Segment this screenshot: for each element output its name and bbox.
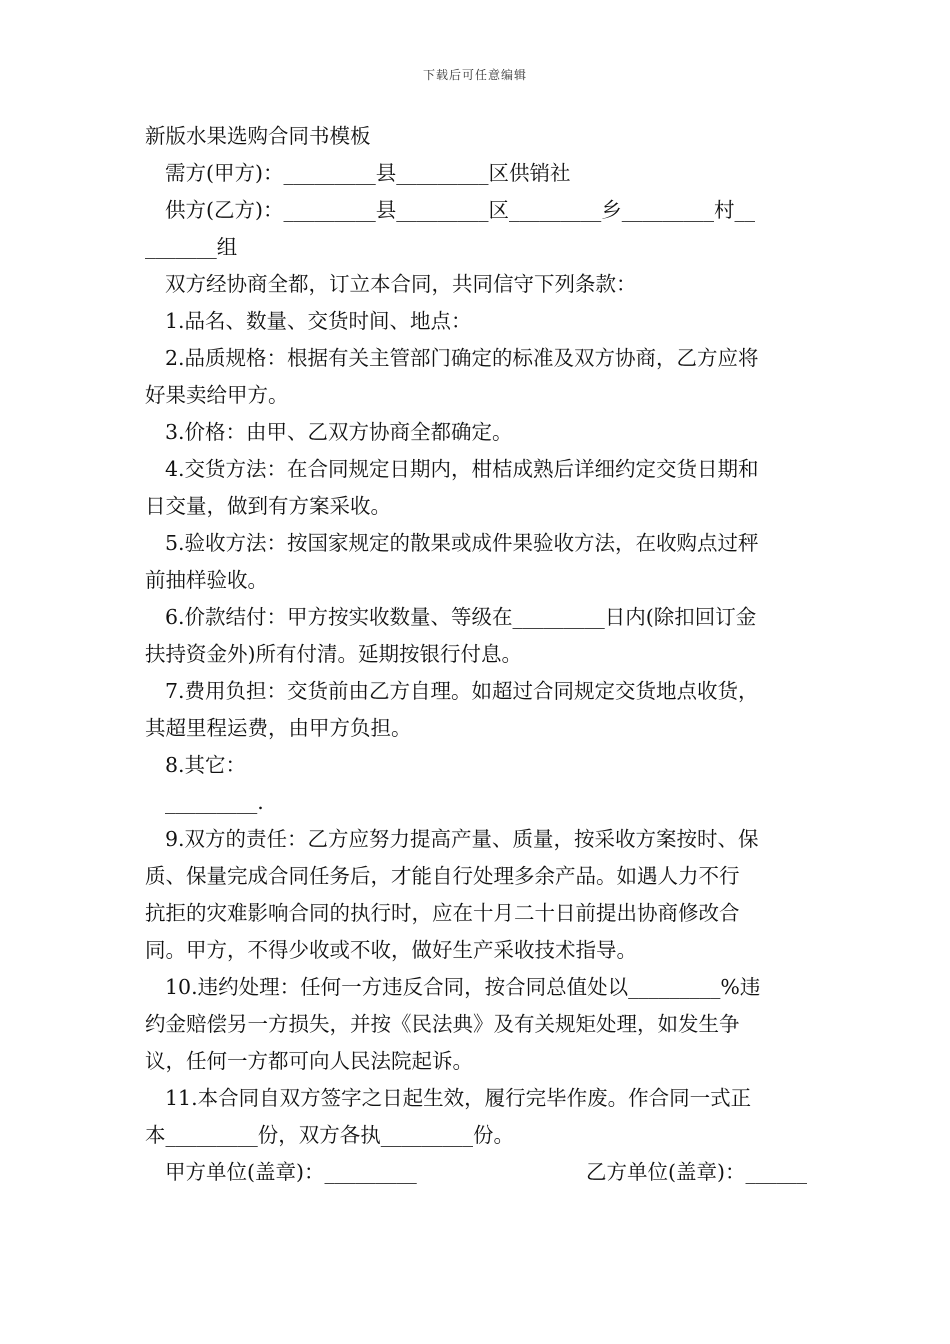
intro-line: 双方经协商全都，订立本合同，共同信守下列条款： bbox=[165, 272, 637, 296]
clause-10: 10.违约处理：任何一方违反合同，按合同总值处以_________%违 bbox=[165, 975, 761, 999]
header-note: 下载后可任意编辑 bbox=[422, 68, 527, 82]
clause-10-cont-2: 议，任何一方都可向人民法院起诉。 bbox=[145, 1049, 473, 1073]
clause-6: 6.价款结付：甲方按实收数量、等级在_________日内(除扣回订金 bbox=[165, 605, 757, 629]
clause-9: 9.双方的责任：乙方应努力提高产量、质量，按采收方案按时、保 bbox=[165, 827, 759, 851]
party-a-line: 需方(甲方)：_________县_________区供销社 bbox=[165, 161, 571, 185]
party-b-line-cont: _______组 bbox=[145, 235, 238, 259]
clause-4-cont: 日交量，做到有方案采收。 bbox=[145, 494, 391, 518]
clause-6-cont: 扶持资金外)所有付清。延期按银行付息。 bbox=[145, 642, 522, 666]
document-title: 新版水果选购合同书模板 bbox=[145, 124, 371, 148]
party-a-signature: 甲方单位(盖章)：_________ bbox=[165, 1160, 417, 1184]
clause-9-cont-1: 质、保量完成合同任务后，才能自行处理多余产品。如遇人力不行 bbox=[145, 864, 740, 888]
party-b-signature: 乙方单位(盖章)：______ bbox=[586, 1160, 807, 1184]
clause-4: 4.交货方法：在合同规定日期内，柑桔成熟后详细约定交货日期和 bbox=[165, 457, 759, 481]
clause-3: 3.价格：由甲、乙双方协商全都确定。 bbox=[165, 420, 513, 444]
clause-7-cont: 其超里程运费，由甲方负担。 bbox=[145, 716, 412, 740]
clause-5: 5.验收方法：按国家规定的散果或成件果验收方法，在收购点过秤 bbox=[165, 531, 759, 555]
clause-2: 2.品质规格：根据有关主管部门确定的标准及双方协商，乙方应将 bbox=[165, 346, 759, 370]
clause-11-cont: 本_________份，双方各执_________份。 bbox=[145, 1123, 514, 1147]
party-b-line: 供方(乙方)：_________县_________区_________乡_________村__ bbox=[165, 198, 755, 222]
clause-11: 11.本合同自双方签字之日起生效，履行完毕作废。作合同一式正 bbox=[165, 1086, 752, 1110]
clause-8-blank: _________. bbox=[165, 790, 264, 814]
clause-5-cont: 前抽样验收。 bbox=[145, 568, 268, 592]
clause-10-cont-1: 约金赔偿另一方损失，并按《民法典》及有关规矩处理，如发生争 bbox=[145, 1012, 740, 1036]
clause-9-cont-3: 同。甲方，不得少收或不收，做好生产采收技术指导。 bbox=[145, 938, 637, 962]
clause-1: 1.品名、数量、交货时间、地点： bbox=[165, 309, 472, 333]
contract-body bbox=[145, 118, 807, 1191]
clause-7: 7.费用负担：交货前由乙方自理。如超过合同规定交货地点收货， bbox=[165, 679, 759, 703]
clause-2-cont: 好果卖给甲方。 bbox=[145, 383, 289, 407]
clause-8: 8.其它： bbox=[165, 753, 247, 777]
signature-row bbox=[145, 1154, 807, 1191]
clause-9-cont-2: 抗拒的灾难影响合同的执行时，应在十月二十日前提出协商修改合 bbox=[145, 901, 740, 925]
